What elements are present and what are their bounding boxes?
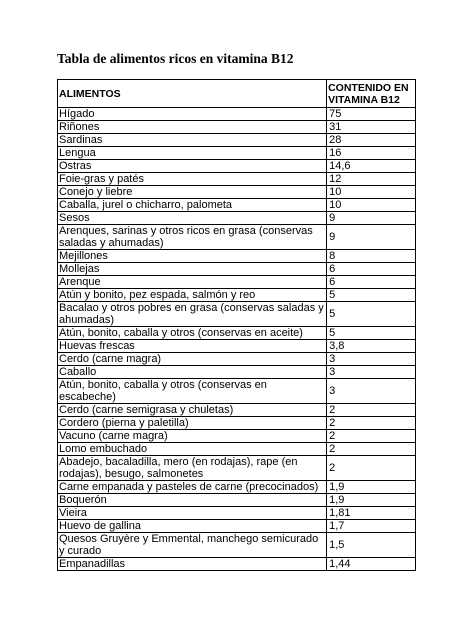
b12-value-cell: 2 [327,456,416,481]
table-row [58,199,416,212]
b12-value-cell: 14,6 [327,160,416,173]
table-row [58,225,416,250]
food-name-cell: Cerdo (carne semigrasa y chuletas) [58,404,327,417]
b12-value-cell: 9 [327,212,416,225]
table-row [58,533,416,558]
table-row [58,250,416,263]
food-name-cell: Foie-gras y patés [58,173,327,186]
table-row [58,481,416,494]
table-row [58,160,416,173]
table-row [58,340,416,353]
food-name-cell: Atún, bonito, caballa y otros (conservas en aceite) [58,327,327,340]
b12-value-cell: 75 [327,108,416,121]
b12-value-cell: 3,8 [327,340,416,353]
food-name-cell: Huevo de gallina [58,520,327,533]
table-row [58,558,416,571]
table-row [58,327,416,340]
table-body [58,108,416,571]
food-name-cell: Lomo embuchado [58,443,327,456]
table-row [58,108,416,121]
table-row [58,366,416,379]
food-name-cell: Bacalao y otros pobres en grasa (conservas saladas y ahumadas) [58,302,327,327]
header-contenido: CONTENIDO EN VITAMINA B12 [327,80,416,108]
b12-value-cell: 1,81 [327,507,416,520]
table-row [58,276,416,289]
b12-value-cell: 5 [327,289,416,302]
food-name-cell: Vieira [58,507,327,520]
b12-value-cell: 1,44 [327,558,416,571]
food-name-cell: Ostras [58,160,327,173]
food-name-cell: Boquerón [58,494,327,507]
b12-value-cell: 1,9 [327,481,416,494]
vitamin-b12-table [57,79,416,571]
table-row [58,379,416,404]
b12-value-cell: 5 [327,327,416,340]
b12-value-cell: 3 [327,353,416,366]
b12-value-cell: 5 [327,302,416,327]
b12-value-cell: 8 [327,250,416,263]
food-name-cell: Sardinas [58,134,327,147]
table-row [58,456,416,481]
b12-value-cell: 28 [327,134,416,147]
table-row [58,520,416,533]
document-title: Tabla de alimentos ricos en vitamina B12 [57,51,294,66]
food-name-cell: Empanadillas [58,558,327,571]
food-name-cell: Caballa, jurel o chicharro, palometa [58,199,327,212]
b12-value-cell: 2 [327,430,416,443]
table-row [58,173,416,186]
food-name-cell: Cordero (pierna y paletilla) [58,417,327,430]
food-name-cell: Mollejas [58,263,327,276]
b12-value-cell: 3 [327,379,416,404]
b12-value-cell: 2 [327,443,416,456]
b12-value-cell: 1,9 [327,494,416,507]
table-row [58,186,416,199]
b12-value-cell: 9 [327,225,416,250]
food-name-cell: Mejillones [58,250,327,263]
food-name-cell: Riñones [58,121,327,134]
food-name-cell: Caballo [58,366,327,379]
b12-value-cell: 1,7 [327,520,416,533]
table-row [58,404,416,417]
table-row [58,147,416,160]
table-row [58,430,416,443]
table-row [58,443,416,456]
food-name-cell: Abadejo, bacaladilla, mero (en rodajas), rape (en rodajas), besugo, salmonetes [58,456,327,481]
table-row [58,263,416,276]
table-row [58,134,416,147]
b12-value-cell: 31 [327,121,416,134]
food-name-cell: Carne empanada y pasteles de carne (precocinados) [58,481,327,494]
food-name-cell: Sesos [58,212,327,225]
table-row [58,494,416,507]
food-name-cell: Vacuno (carne magra) [58,430,327,443]
b12-value-cell: 12 [327,173,416,186]
b12-value-cell: 1,5 [327,533,416,558]
b12-value-cell: 6 [327,276,416,289]
table-header-row [58,80,416,108]
food-name-cell: Conejo y liebre [58,186,327,199]
b12-value-cell: 16 [327,147,416,160]
header-alimentos: ALIMENTOS [58,80,327,108]
b12-value-cell: 2 [327,417,416,430]
b12-value-cell: 2 [327,404,416,417]
food-name-cell: Arenque [58,276,327,289]
food-name-cell: Hígado [58,108,327,121]
food-name-cell: Atún, bonito, caballa y otros (conservas en escabeche) [58,379,327,404]
food-name-cell: Quesos Gruyère y Emmental, manchego semicurado y curado [58,533,327,558]
table-row [58,212,416,225]
food-name-cell: Huevas frescas [58,340,327,353]
b12-value-cell: 6 [327,263,416,276]
table-row [58,302,416,327]
table-row [58,289,416,302]
b12-value-cell: 10 [327,186,416,199]
food-name-cell: Cerdo (carne magra) [58,353,327,366]
food-name-cell: Arenques, sarinas y otros ricos en grasa (conservas saladas y ahumadas) [58,225,327,250]
table-row [58,507,416,520]
table-row [58,417,416,430]
b12-value-cell: 10 [327,199,416,212]
food-name-cell: Atún y bonito, pez espada, salmón y reo [58,289,327,302]
table-row [58,121,416,134]
food-name-cell: Lengua [58,147,327,160]
b12-value-cell: 3 [327,366,416,379]
table-row [58,353,416,366]
